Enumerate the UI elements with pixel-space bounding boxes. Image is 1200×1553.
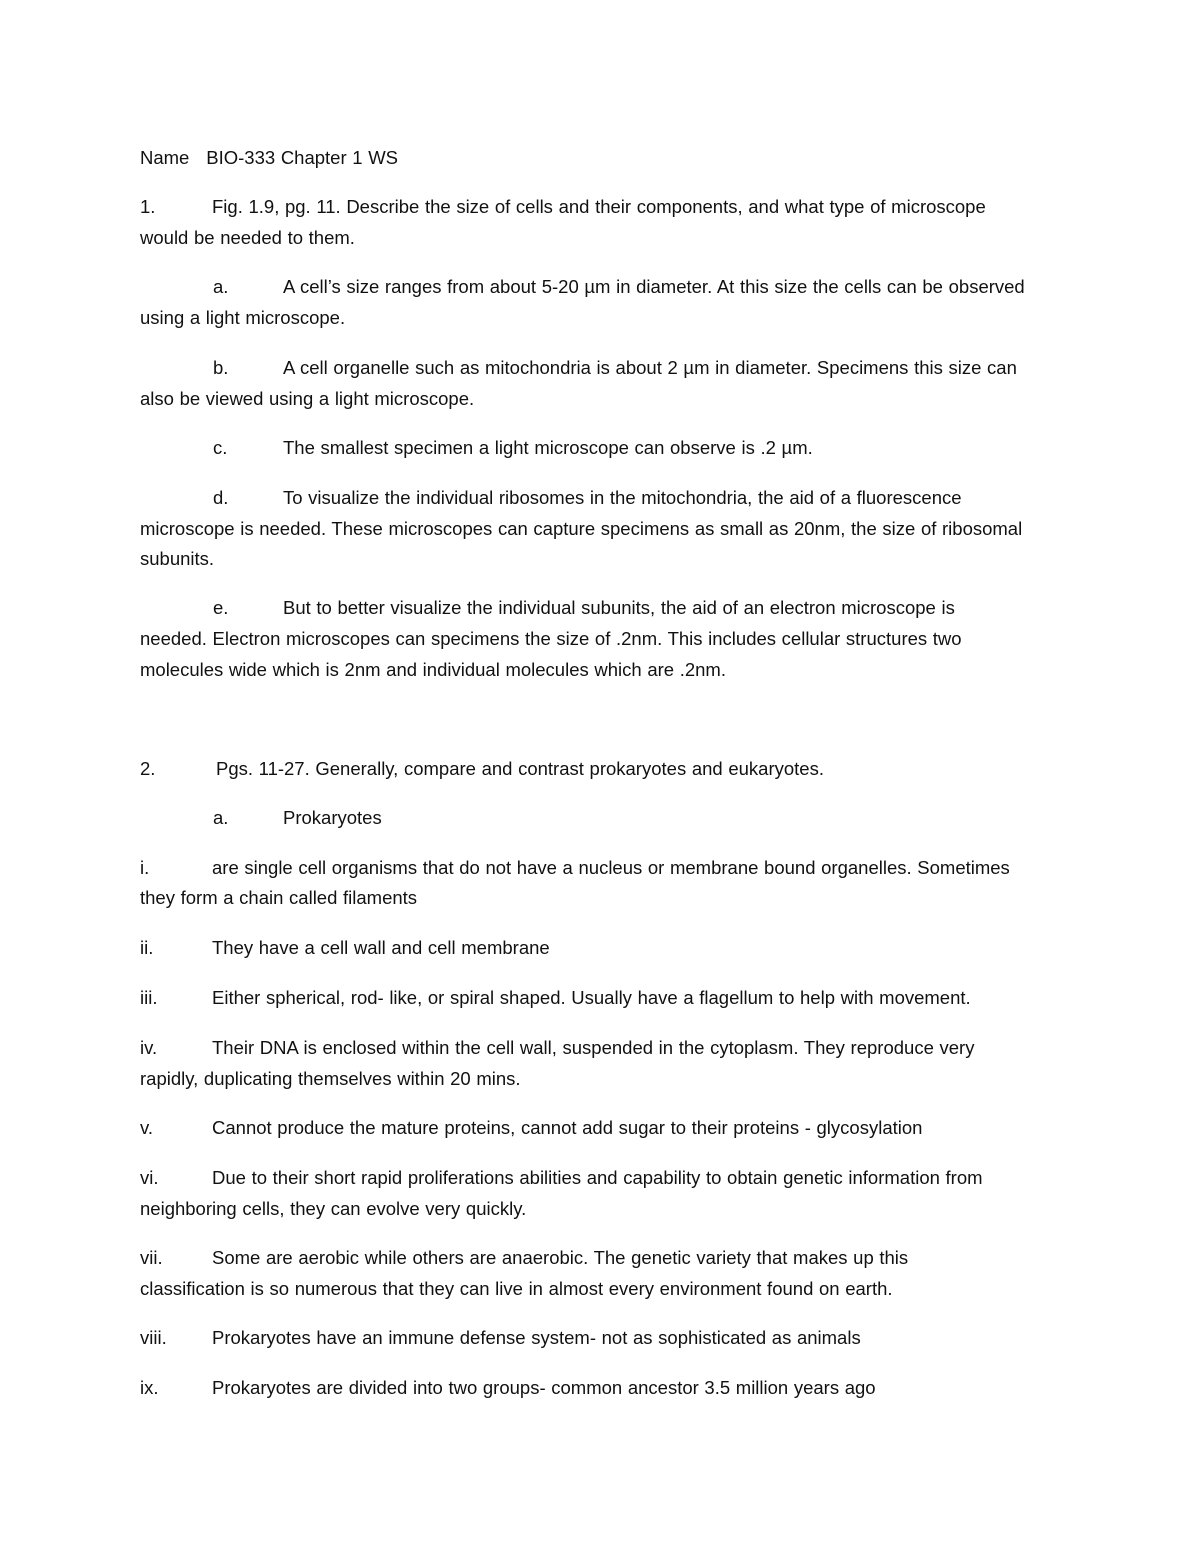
answer-1d-label: d. <box>213 487 229 508</box>
answer-1e-line1: But to better visualize the individual subunits, the aid of an electron microscope is <box>283 597 955 618</box>
question-1-text-line1: Fig. 1.9, pg. 11. Describe the size of cells and their components, and what type of microscope <box>212 196 986 217</box>
question-2-text: Pgs. 11-27. Generally, compare and contrast prokaryotes and eukaryotes. <box>216 758 824 779</box>
point-viii-label: viii. <box>140 1327 167 1348</box>
point-v-label: v. <box>140 1117 154 1138</box>
point-iii <box>140 982 1070 1013</box>
point-vi <box>140 1162 1070 1193</box>
point-ii-label: ii. <box>140 937 154 958</box>
answer-1a <box>140 271 1070 302</box>
point-vii-line1: Some are aerobic while others are anaerobic. The genetic variety that makes up this <box>212 1247 909 1268</box>
answer-1b-line2: also be viewed using a light microscope. <box>140 388 475 409</box>
answer-1c-label: c. <box>213 437 228 458</box>
answer-1a-line2: using a light microscope. <box>140 307 346 328</box>
answer-1b-line1: A cell organelle such as mitochondria is about 2 µm in diameter. Specimens this size can <box>283 357 1017 378</box>
header-line <box>140 142 1070 173</box>
question-1-number: 1. <box>140 196 156 217</box>
point-ix <box>140 1372 1070 1403</box>
point-vii-label: vii. <box>140 1247 163 1268</box>
answer-1a-line1: A cell’s size ranges from about 5-20 µm in diameter. At this size the cells can be observed <box>283 276 1025 297</box>
answer-1d-line2: microscope is needed. These microscopes can capture specimens as small as 20nm, the size of ribosomal <box>140 518 1023 539</box>
point-iv <box>140 1032 1070 1063</box>
question-2 <box>140 753 1070 784</box>
point-vi-label: vi. <box>140 1167 159 1188</box>
point-vi-line1: Due to their short rapid proliferations abilities and capability to obtain genetic information from <box>212 1167 983 1188</box>
point-vii <box>140 1242 1070 1273</box>
point-i-line2: they form a chain called filaments <box>140 887 418 908</box>
answer-2a-label: a. <box>213 807 229 828</box>
question-2-number: 2. <box>140 758 156 779</box>
point-i-label: i. <box>140 857 150 878</box>
point-ix-line1: Prokaryotes are divided into two groups- common ancestor 3.5 million years ago <box>212 1377 876 1398</box>
worksheet-title: BIO-333 Chapter 1 WS <box>206 147 399 168</box>
answer-1e-line2: needed. Electron microscopes can specimens the size of .2nm. This includes cellular structures two <box>140 628 962 649</box>
point-i <box>140 852 1070 883</box>
answer-1b <box>140 352 1070 383</box>
point-iii-line1: Either spherical, rod- like, or spiral shaped. Usually have a flagellum to help with movement. <box>212 987 971 1008</box>
point-v <box>140 1112 1070 1143</box>
point-ii <box>140 932 1070 963</box>
answer-1c-line1: The smallest specimen a light microscope can observe is .2 µm. <box>283 437 813 458</box>
point-iv-line1: Their DNA is enclosed within the cell wall, suspended in the cytoplasm. They reproduce very <box>212 1037 975 1058</box>
point-iv-line2: rapidly, duplicating themselves within 20 mins. <box>140 1068 521 1089</box>
answer-2a-title: Prokaryotes <box>283 807 382 828</box>
point-ii-line1: They have a cell wall and cell membrane <box>212 937 550 958</box>
point-vii-line2: classification is so numerous that they can live in almost every environment found on earth. <box>140 1278 893 1299</box>
point-ix-label: ix. <box>140 1377 159 1398</box>
answer-1c <box>140 432 1070 463</box>
answer-1d-line3: subunits. <box>140 548 215 569</box>
point-iv-label: iv. <box>140 1037 158 1058</box>
answer-2a <box>140 802 1070 833</box>
point-viii-line1: Prokaryotes have an immune defense system- not as sophisticated as animals <box>212 1327 861 1348</box>
answer-1d <box>140 482 1070 513</box>
question-1 <box>140 191 1070 222</box>
point-iii-label: iii. <box>140 987 158 1008</box>
name-label: Name <box>140 147 190 168</box>
point-v-line1: Cannot produce the mature proteins, cannot add sugar to their proteins - glycosylation <box>212 1117 923 1138</box>
point-vi-line2: neighboring cells, they can evolve very quickly. <box>140 1198 527 1219</box>
answer-1a-label: a. <box>213 276 229 297</box>
answer-1b-label: b. <box>213 357 229 378</box>
answer-1e <box>140 592 1070 623</box>
question-1-line2: would be needed to them. <box>140 227 355 248</box>
answer-1d-line1: To visualize the individual ribosomes in the mitochondria, the aid of a fluorescence <box>283 487 962 508</box>
point-i-line1: are single cell organisms that do not have a nucleus or membrane bound organelles. Sometimes <box>212 857 1010 878</box>
point-viii <box>140 1322 1070 1353</box>
answer-1e-label: e. <box>213 597 229 618</box>
answer-1e-line3: molecules wide which is 2nm and individual molecules which are .2nm. <box>140 659 726 680</box>
